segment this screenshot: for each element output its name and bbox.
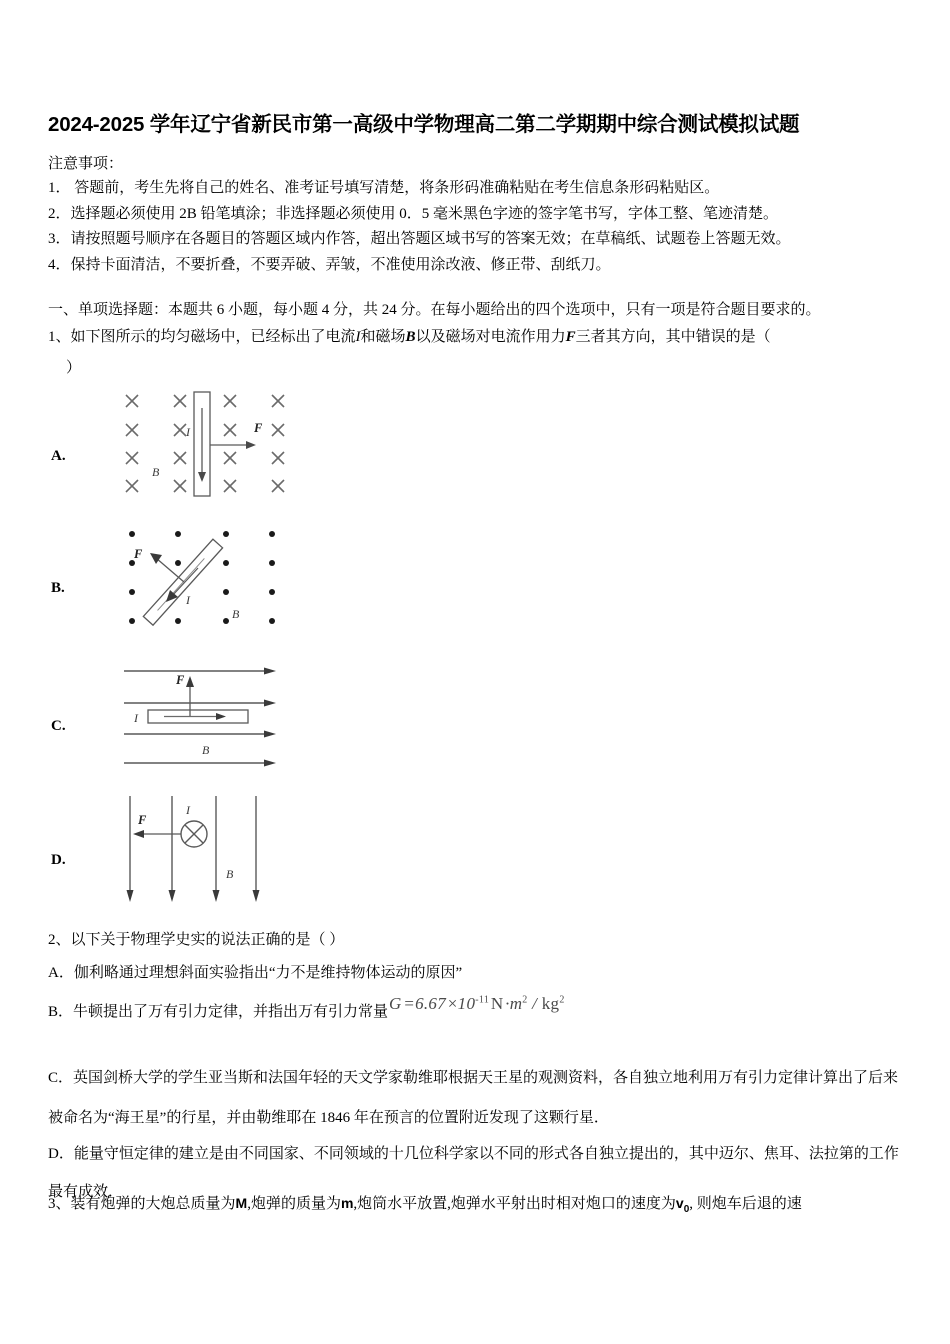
notice-item-3: 3．请按照题号顺序在各题目的答题区域内作答，超出答题区域书写的答案无效；在草稿纸、试题卷上答题无效。 (48, 231, 791, 247)
option-c-current-label: I (134, 711, 138, 725)
option-b-field-label: B (232, 607, 240, 621)
symbol-velocity-v: v (675, 1195, 684, 1211)
gravitational-constant-formula: G =6.67 $\times 10^{-11}$ N $\cdot m^2 / kg^2$ (389, 994, 565, 1013)
option-a-current-label: I (186, 425, 190, 439)
option-d-force-label: F (138, 813, 147, 827)
question-1-number: 1、 (48, 329, 71, 345)
question-2-option-d[interactable]: D．能量守恒定律的建立是由不同国家、不同领域的十几位科学家以不同的形式各自独立提出的，其中迈尔、焦耳、法拉第的工作最有成效． (48, 1146, 899, 1200)
page-title: 2024-2025 学年辽宁省新民市第一高级中学物理高二第二学期期中综合测试模拟试题 (48, 113, 800, 136)
figure-horizontal-field-horizontal-wire (120, 662, 310, 772)
notice-heading: 注意事项： (48, 156, 124, 172)
option-b-label: B. (51, 580, 65, 596)
figure-magnetic-field-out-of-page-diagonal-wire (120, 522, 300, 637)
question-1-option-a[interactable] (48, 388, 368, 500)
symbol-velocity-subscript: 0 (683, 1204, 690, 1215)
option-b-force-label: F (134, 547, 143, 561)
option-c-figure (120, 662, 310, 772)
section-header: 一、单项选择题：本题共 6 小题，每小题 4 分，共 24 分。在每小题给出的四个选项中，只有一项是符合题目要求的。 (48, 302, 821, 318)
figure-magnetic-field-into-page-vertical-wire (120, 388, 300, 500)
option-b-figure (120, 522, 300, 637)
option-b-current-label: I (186, 593, 190, 607)
question-1-stem (48, 325, 910, 381)
symbol-mass-M: M (235, 1195, 248, 1211)
notice-item-1: 1． 答题前，考生先将自己的姓名、准考证号填写清楚，将条形码准确粘贴在考生信息条形码粘贴区。 (48, 180, 720, 196)
notice-item-2: 2．选择题必须使用 2B 铅笔填涂；非选择题必须使用 0．5 毫米黑色字迹的签字笔书写，字体工整、笔迹清楚。 (48, 205, 779, 222)
question-3-stem (48, 1192, 802, 1215)
question-1-stem-tail: ） (66, 360, 82, 376)
question-2-option-b[interactable] (48, 994, 565, 1021)
symbol-field-B: B (405, 329, 416, 345)
question-1-text-d: 三者其方向，其中错误的是（ (575, 329, 771, 345)
question-2-option-b-text: B．牛顿提出了万有引力定律，并指出万有引力常量 (48, 1004, 389, 1020)
question-1-text-c: 以及磁场对电流作用力 (415, 329, 566, 345)
option-a-force-label: F (254, 421, 263, 435)
option-d-label: D. (51, 852, 66, 868)
question-1-option-d[interactable] (48, 792, 368, 910)
question-2-option-a[interactable]: A．伽利略通过理想斜面实验指出“力不是维持物体运动的原因” (48, 965, 463, 981)
option-a-field-label: B (152, 465, 160, 479)
option-a-label: A. (51, 448, 66, 464)
question-1-option-b[interactable] (48, 522, 368, 637)
notice-item-4: 4．保持卡面清洁，不要折叠，不要弄破、弄皱，不准使用涂改液、修正带、刮纸刀。 (48, 256, 611, 273)
document-page (48, 0, 906, 1344)
question-2-stem: 2、以下关于物理学史实的说法正确的是（ ） (48, 932, 345, 948)
question-3-text-b: ,炮弹的质量为 (247, 1196, 341, 1212)
question-1-text-a: 如下图所示的均匀磁场中，已经标出了电流 (70, 329, 356, 345)
figure-vertical-field-current-into-page (120, 792, 300, 910)
option-c-field-label: B (202, 743, 210, 757)
symbol-force-F: F (565, 329, 576, 345)
question-3-text-d: , 则炮车后退的速 (689, 1196, 802, 1212)
option-d-field-label: B (226, 867, 234, 881)
notice-block (48, 152, 906, 278)
symbol-current-I: I (355, 329, 361, 345)
option-a-figure (120, 388, 300, 500)
question-1-option-c[interactable] (48, 662, 368, 772)
option-d-figure (120, 792, 300, 910)
option-c-label: C. (51, 718, 66, 734)
question-1-text-b: 和磁场 (360, 329, 406, 345)
option-d-current-label: I (186, 803, 190, 817)
question-3-text-c: ,炮筒水平放置,炮弹水平射出时相对炮口的速度为 (353, 1196, 676, 1212)
question-2-option-c[interactable]: C．英国剑桥大学的学生亚当斯和法国年轻的天文学家勒维耶根据天王星的观测资料，各自独立地利用万有引力定律计算出了后来被命名为“海王星”的行星，并由勒维耶在 1846 年在预言的位置附近发现了这颗行星． (48, 1070, 899, 1126)
symbol-mass-m: m (340, 1195, 354, 1211)
option-c-force-label: F (176, 673, 185, 687)
question-3-text-a: 3、装有炮弹的大炮总质量为 (48, 1196, 236, 1212)
